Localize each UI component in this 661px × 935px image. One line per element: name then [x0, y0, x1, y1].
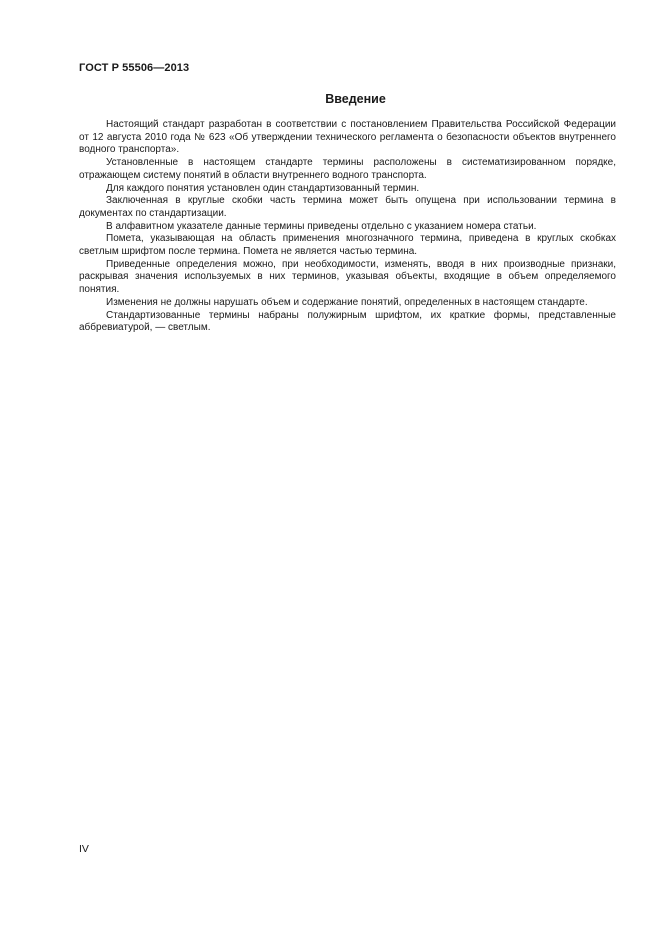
paragraph: Изменения не должны нарушать объем и содержание понятий, определенных в настоящем стандарте. [106, 296, 588, 308]
section-title: Введение [325, 92, 386, 106]
paragraph: Стандартизованные термины набраны полужирным шрифтом, их краткие формы, представленные аббревиатурой, — светлым. [79, 309, 616, 334]
paragraph: Приведенные определения можно, при необходимости, изменять, вводя в них производные признаки, раскрывая значения используемых в них терминов, указывая объекты, входящие в объем определяемого понятия. [79, 258, 616, 296]
paragraph: Настоящий стандарт разработан в соответствии с постановлением Правительства Российской Федерации от 12 августа 2010 года № 623 «Об утверждении технического регламента о безопасности объектов внутреннего водного транспорта». [79, 119, 616, 156]
paragraph: Заключенная в круглые скобки часть термина может быть опущена при использовании термина в документах по стандартизации. [79, 195, 616, 219]
paragraph: В алфавитном указателе данные термины приведены отдельно с указанием номера статьи. [106, 220, 537, 232]
document-code: ГОСТ Р 55506—2013 [79, 62, 190, 74]
introduction-text [79, 119, 616, 335]
paragraph: Помета, указывающая на область применения многозначного термина, приведена в круглых скобках светлым шрифтом после термина. Помета не является частью термина. [79, 233, 616, 258]
page-number: IV [79, 843, 89, 855]
paragraph: Установленные в настоящем стандарте термины расположены в систематизированном порядке, отражающем систему понятий в области внутреннего водного транспорта. [79, 157, 616, 181]
paragraph: Для каждого понятия установлен один стандартизованный термин. [106, 182, 420, 194]
